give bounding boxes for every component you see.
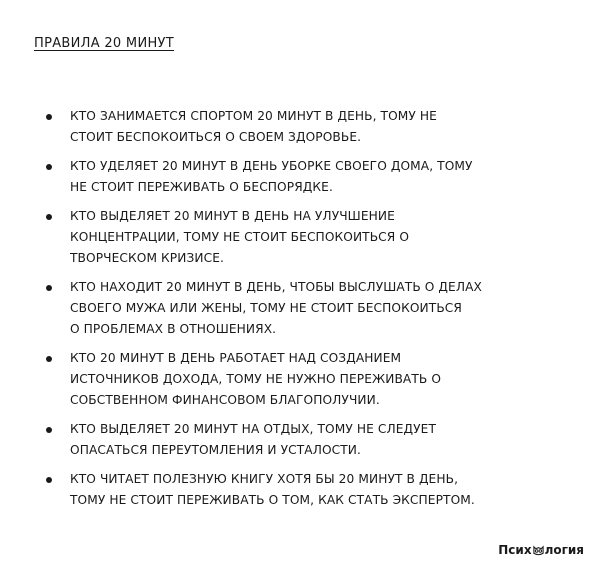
brand-suffix: логия	[544, 543, 584, 557]
rule-item	[46, 277, 586, 340]
rule-line: ИСТОЧНИКОВ ДОХОДА, ТОМУ НЕ НУЖНО ПЕРЕЖИВАТЬ О	[70, 372, 442, 386]
rule-line: ТВОРЧЕСКОМ КРИЗИСЕ.	[70, 251, 224, 265]
rule-line: ОПАСАТЬСЯ ПЕРЕУТОМЛЕНИЯ И УСТАЛОСТИ.	[70, 443, 361, 457]
rule-line: СТОИТ БЕСПОКОИТЬСЯ О СВОЕМ ЗДОРОВЬЕ.	[70, 130, 362, 144]
bullet-icon	[46, 356, 52, 362]
rule-line: КТО НАХОДИТ 20 МИНУТ В ДЕНЬ, ЧТОБЫ ВЫСЛУШАТЬ О ДЕЛАХ	[70, 280, 483, 294]
brand-logo	[498, 543, 584, 557]
bullet-icon	[46, 164, 52, 170]
rule-item	[46, 206, 586, 269]
bullet-icon	[46, 285, 52, 291]
rule-line: КТО ВЫДЕЛЯЕТ 20 МИНУТ НА ОТДЫХ, ТОМУ НЕ СЛЕДУЕТ	[70, 422, 437, 436]
rule-line: ТОМУ НЕ СТОИТ ПЕРЕЖИВАТЬ О ТОМ, КАК СТАТЬ ЭКСПЕРТОМ.	[70, 493, 475, 507]
rule-item	[46, 348, 586, 411]
rule-line: СОБСТВЕННОМ ФИНАНСОВОМ БЛАГОПОЛУЧИИ.	[70, 393, 380, 407]
owl-icon	[533, 545, 544, 556]
rule-line: НЕ СТОИТ ПЕРЕЖИВАТЬ О БЕСПОРЯДКЕ.	[70, 180, 333, 194]
rules-list	[46, 106, 586, 519]
brand-prefix: Псих	[498, 543, 532, 557]
rule-item	[46, 156, 586, 198]
rule-line: КОНЦЕНТРАЦИИ, ТОМУ НЕ СТОИТ БЕСПОКОИТЬСЯ О	[70, 230, 410, 244]
rule-line: КТО ЧИТАЕТ ПОЛЕЗНУЮ КНИГУ ХОТЯ БЫ 20 МИНУТ В ДЕНЬ,	[70, 472, 459, 486]
rule-line: О ПРОБЛЕМАХ В ОТНОШЕНИЯХ.	[70, 322, 277, 336]
bullet-icon	[46, 427, 52, 433]
rule-item	[46, 419, 586, 461]
bullet-icon	[46, 114, 52, 120]
rule-line: КТО ЗАНИМАЕТСЯ СПОРТОМ 20 МИНУТ В ДЕНЬ, ТОМУ НЕ	[70, 109, 437, 123]
bullet-icon	[46, 214, 52, 220]
rule-item	[46, 106, 586, 148]
bullet-icon	[46, 477, 52, 483]
rule-line: КТО ВЫДЕЛЯЕТ 20 МИНУТ В ДЕНЬ НА УЛУЧШЕНИЕ	[70, 209, 395, 223]
rule-line: СВОЕГО МУЖА ИЛИ ЖЕНЫ, ТОМУ НЕ СТОИТ БЕСПОКОИТЬСЯ	[70, 301, 462, 315]
rule-line: КТО 20 МИНУТ В ДЕНЬ РАБОТАЕТ НАД СОЗДАНИЕМ	[70, 351, 402, 365]
page-title: ПРАВИЛА 20 МИНУТ	[34, 36, 175, 51]
rule-line: КТО УДЕЛЯЕТ 20 МИНУТ В ДЕНЬ УБОРКЕ СВОЕГО ДОМА, ТОМУ	[70, 159, 473, 173]
rule-item	[46, 469, 586, 511]
